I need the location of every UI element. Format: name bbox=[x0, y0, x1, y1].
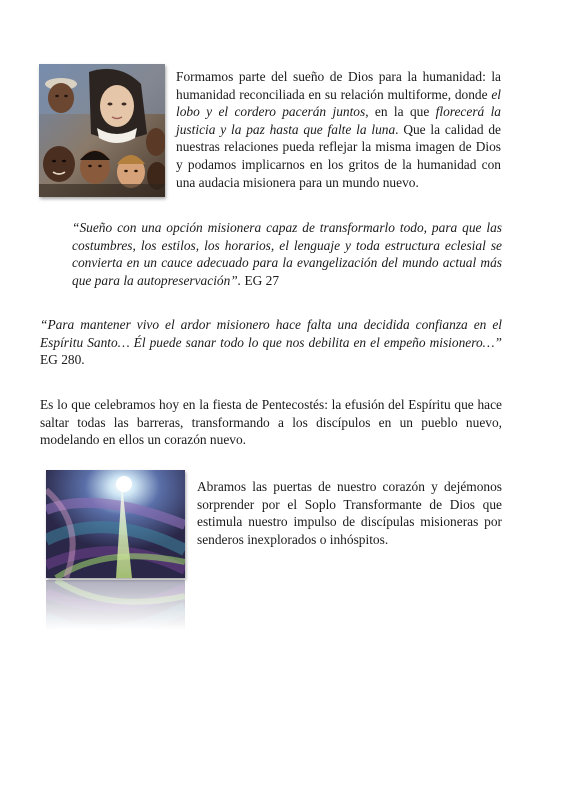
intro-text-1: Formamos parte del sueño de Dios para la humanidad: la humanidad reconciliada en su relación multiforme, donde bbox=[176, 69, 501, 102]
closing-paragraph bbox=[197, 478, 502, 548]
quote-eg-27 bbox=[72, 219, 502, 289]
intro-paragraph bbox=[176, 68, 501, 191]
quote-eg-280-reference: EG 280. bbox=[40, 352, 85, 368]
intro-italic-2: florecerá la justicia y la paz hasta que falte la luna bbox=[176, 104, 501, 137]
quote-eg-280-text: “Para mantener vivo el ardor misionero hace falta una decidida confianza en el Espíritu Santo… Él puede sanar todo lo que nos debilita en el empeño misionero…” bbox=[40, 317, 502, 350]
intro-text-3: . Que la calidad de nuestras relaciones pueda reflejar la misma imagen de Dios y podamos implicarnos en los gritos de la humanidad con una audacia misionera para un mundo nuevo. bbox=[176, 121, 501, 190]
closing-text: Abramos las puertas de nuestro corazón y dejémonos sorprender por el Soplo Transformante de Dios que estimula nuestro impulso de discípulas misioneras por senderos inexplorados o inhóspitos. bbox=[197, 479, 502, 547]
painting-spirit-reflection bbox=[46, 580, 185, 630]
quote-eg-280 bbox=[40, 316, 502, 369]
quote-eg-27-reference: EG 27 bbox=[241, 272, 280, 288]
pentecost-text: Es lo que celebramos hoy en la fiesta de Pentecostés: la efusión del Espíritu que hace saltar todas las barreras, transformando a los discípulos en un pueblo nuevo, modelando en ellos un corazón nuevo. bbox=[40, 397, 502, 448]
quote-eg-27-text: “Sueño con una opción misionera capaz de transformarlo todo, para que las costumbres, los estilos, los horarios, el lenguaje y toda estructura eclesial se convierta en un cauce adecuado para la evangelización del mundo actual más que para la autopreservación”. bbox=[72, 220, 502, 288]
pentecost-paragraph bbox=[40, 396, 502, 449]
intro-text-2: , en la que bbox=[365, 104, 436, 120]
painting-faces-image bbox=[39, 64, 165, 197]
painting-spirit-image bbox=[46, 470, 185, 578]
intro-italic-1: el lobo y el cordero pacerán juntos bbox=[176, 86, 501, 120]
